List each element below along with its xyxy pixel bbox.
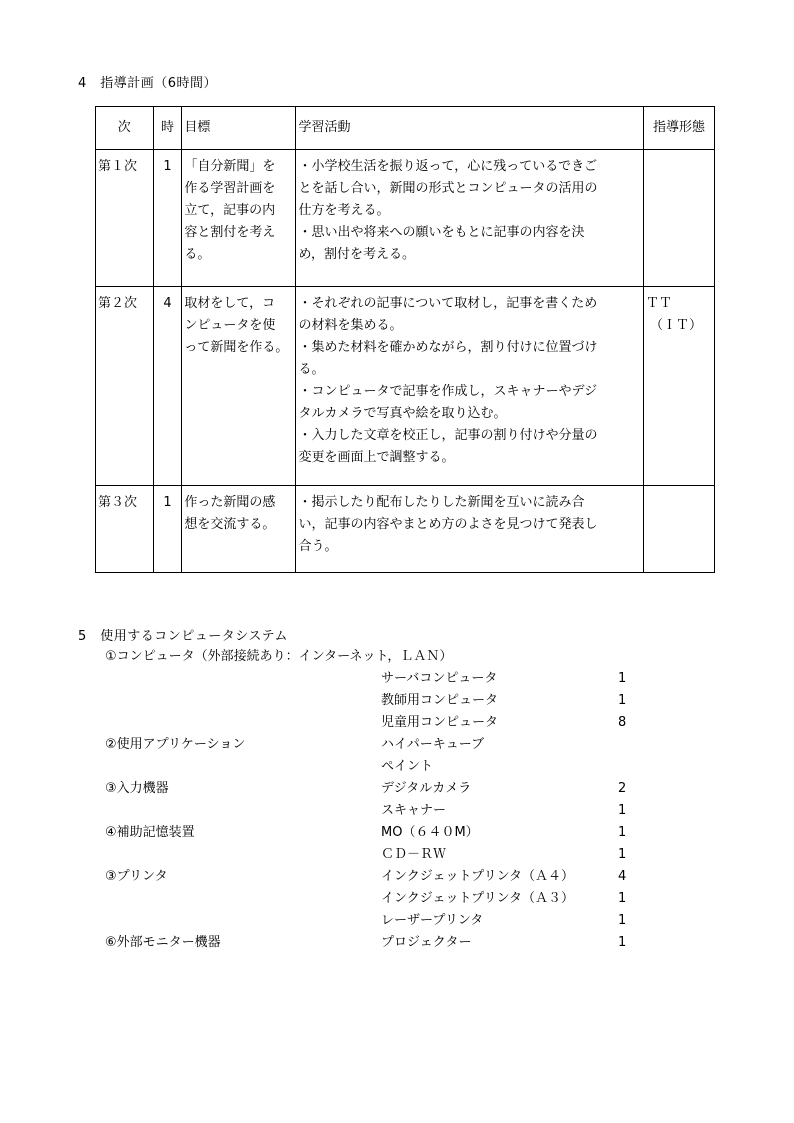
list-item [0, 668, 794, 690]
cell-goal [182, 287, 296, 486]
form-line: （ＩＴ） [650, 318, 703, 333]
activity-line: ・集めた材料を確かめながら，割り付けに位置づけ [298, 340, 598, 355]
header-activity: 学習活動 [296, 107, 644, 150]
system-quantity: 1 [618, 803, 627, 818]
teaching-plan-table [95, 106, 715, 573]
goal-line: 想を交流する。 [184, 517, 276, 532]
system-item: サーバコンピュータ [381, 671, 498, 686]
table-header-row [96, 107, 715, 150]
goal-line: 取材をして，コ [184, 296, 276, 311]
list-item [0, 866, 794, 888]
activity-line: ・それぞれの記事について取材し，記事を書くため [298, 296, 598, 311]
system-quantity: 4 [618, 869, 627, 884]
activity-line: ・コンピュータで記事を作成し，スキャナーやデジ [298, 384, 598, 399]
activity-line: め，割付を考える。 [298, 247, 415, 262]
system-item: デジタルカメラ [381, 781, 472, 796]
system-category: ③入力機器 [105, 781, 169, 796]
list-item [0, 712, 794, 734]
activity-line: い，記事の内容やまとめ方のよさを見つけて発表し [298, 517, 598, 532]
system-item: インクジェットプリンタ（Ａ３） [381, 891, 575, 906]
activity-line: ・思い出や将来への願いをもとに記事の内容を決 [298, 225, 585, 240]
goal-line: る。 [184, 247, 211, 262]
activity-line: とを話し合い，新聞の形式とコンピュータの活用の [298, 181, 598, 196]
cell-activity [296, 486, 644, 573]
activity-line: ・小学校生活を振り返って，心に残っているできご [298, 159, 598, 174]
system-quantity: 1 [618, 935, 627, 950]
list-item [0, 690, 794, 712]
goal-line: ンピュータを使 [184, 318, 276, 333]
list-item [0, 888, 794, 910]
system-item: ペイント [381, 759, 434, 774]
system-item: ハイパーキューブ [381, 737, 485, 752]
activity-line: ・掲示したり配布したりした新聞を互いに読み合 [298, 495, 585, 510]
list-item [0, 756, 794, 778]
header-ji: 次 [96, 107, 154, 150]
list-item [0, 778, 794, 800]
activity-line: ・入力した文章を校正し，記事の割り付けや分量の [298, 428, 598, 443]
system-quantity: 1 [618, 891, 627, 906]
system-item: ＣＤ－ＲＷ [381, 847, 447, 862]
goal-line: 作った新聞の感 [184, 495, 276, 510]
system-item: スキャナー [381, 803, 447, 818]
table-row [96, 486, 715, 573]
system-item: 教師用コンピュータ [381, 693, 499, 708]
cell-toki: 4 [153, 287, 182, 486]
system-item: インクジェットプリンタ（Ａ４） [381, 869, 575, 884]
list-item [0, 646, 794, 668]
cell-goal [182, 486, 296, 573]
goal-line: 「自分新聞」を [184, 159, 276, 174]
system-quantity: 1 [618, 693, 627, 708]
cell-ji: 第１次 [96, 150, 154, 287]
system-quantity: 1 [618, 847, 627, 862]
system-quantity: 1 [618, 671, 627, 686]
system-category: ②使用アプリケーション [105, 737, 246, 752]
goal-line: 作る学習計画を [184, 181, 276, 196]
list-item [0, 800, 794, 822]
activity-line: 仕方を考える。 [298, 203, 390, 218]
list-item [0, 844, 794, 866]
list-item [0, 734, 794, 756]
system-item: MO（６４０M） [381, 825, 479, 840]
cell-goal [182, 150, 296, 287]
system-item: 児童用コンピュータ [381, 715, 499, 730]
activity-line: タルカメラで写真や絵を取り込む。 [298, 406, 507, 421]
system-item: プロジェクター [381, 935, 472, 950]
system-quantity: 8 [618, 715, 627, 730]
system-category: ①コンピュータ（外部接続あり：インターネット，ＬＡＮ） [105, 649, 453, 664]
system-section-title: 5 使用するコンピュータシステム [78, 629, 288, 644]
cell-activity [296, 287, 644, 486]
form-line: ＴＴ [646, 296, 673, 311]
plan-section-title: 4 指導計画（6時間） [78, 76, 218, 91]
system-quantity: 2 [618, 781, 627, 796]
table-row [96, 287, 715, 486]
cell-form [644, 150, 715, 287]
goal-line: 容と割付を考え [184, 225, 276, 240]
cell-ji: 第２次 [96, 287, 154, 486]
system-category: ③プリンタ [105, 869, 168, 884]
activity-line: の材料を集める。 [298, 318, 403, 333]
cell-form [644, 486, 715, 573]
list-item [0, 822, 794, 844]
computer-system-list [0, 646, 794, 954]
activity-line: 合う。 [298, 539, 338, 554]
goal-line: 立て，記事の内 [184, 203, 276, 218]
cell-activity [296, 150, 644, 287]
cell-ji: 第３次 [96, 486, 154, 573]
header-toki: 時 [153, 107, 182, 150]
cell-toki: 1 [153, 486, 182, 573]
system-category: ④補助記憶装置 [105, 825, 195, 840]
table-row [96, 150, 715, 287]
system-category: ⑥外部モニター機器 [105, 935, 221, 950]
system-quantity: 1 [618, 825, 627, 840]
list-item [0, 910, 794, 932]
cell-form [644, 287, 715, 486]
goal-line: って新聞を作る。 [184, 340, 289, 355]
header-form: 指導形態 [644, 107, 715, 150]
activity-line: る。 [298, 362, 325, 377]
cell-toki: 1 [153, 150, 182, 287]
system-item: レーザープリンタ [381, 913, 484, 928]
list-item [0, 932, 794, 954]
activity-line: 変更を画面上で調整する。 [298, 450, 455, 465]
header-goal: 目標 [182, 107, 296, 150]
system-quantity: 1 [618, 913, 627, 928]
